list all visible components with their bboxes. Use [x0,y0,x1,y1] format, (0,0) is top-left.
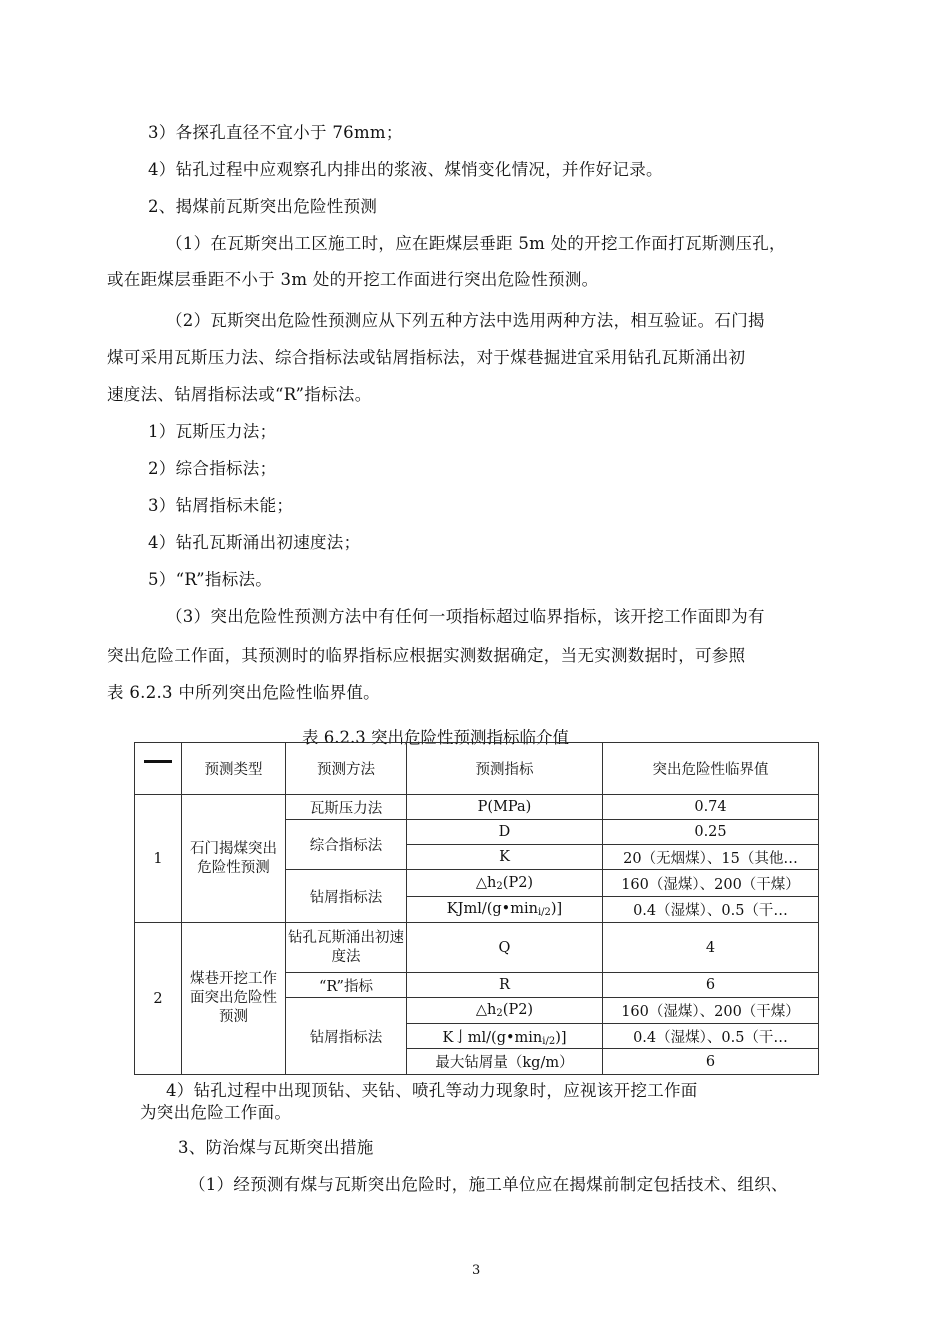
critical-value: 160（湿煤）、200（干煤） [603,870,819,897]
list-item: 5）“R”指标法。 [148,570,273,589]
paragraph-line: （3）突出危险性预测方法中有任何一项指标超过临界指标，该开挖工作面即为有 [166,607,765,626]
list-item: 2）综合指标法； [148,459,277,478]
prediction-method: “R”指标 [286,973,407,998]
index-suffix: )] [555,1029,567,1046]
paragraph-line: 或在距煤层垂距不小于 3m 处的开挖工作面进行突出危险性预测。 [107,270,599,289]
list-item: 3）钻屑指标未能； [148,496,294,515]
header-cell: 突出危险性临界值 [603,743,819,795]
prediction-index [407,998,603,1024]
index-suffix: (P2) [502,874,534,891]
prediction-index: 最大钻屑量（kg/m） [407,1049,603,1075]
critical-value: 4 [603,923,819,973]
index-main: KJml/(g•min [446,901,538,917]
prediction-index [407,870,603,897]
page-number: 3 [472,1263,481,1278]
prediction-type: 石门揭煤突出危险性预测 [182,795,286,923]
prediction-type: 煤巷开挖工作面突出危险性预测 [182,923,286,1075]
index-main: △h [475,1002,497,1018]
prediction-method: 钻屑指标法 [286,870,407,923]
prediction-index: R [407,973,603,998]
critical-value: 0.4（湿煤）、0.5（干… [603,897,819,923]
prediction-method: 钻孔瓦斯涌出初速度法 [286,923,407,973]
critical-value: 0.4（湿煤）、0.5（干… [603,1024,819,1049]
index-suffix: (P2) [502,1002,534,1018]
prediction-index-table [134,742,819,1075]
paragraph-line: （1）在瓦斯突出工区施工时，应在距煤层垂距 5m 处的开挖工作面打瓦斯测压孔， [166,234,786,253]
critical-value: 160（湿煤）、200（干煤） [603,998,819,1024]
critical-value: 6 [603,1049,819,1075]
list-item: 1）瓦斯压力法； [148,422,277,441]
prediction-index: P(MPa) [407,795,603,820]
header-cell: 预测指标 [407,743,603,795]
paragraph-line: 速度法、钻屑指标法或“R”指标法。 [107,385,372,404]
header-cell: 预测方法 [286,743,407,795]
list-item: 4）钻孔瓦斯涌出初速度法； [148,533,361,552]
prediction-index [407,1024,603,1049]
table-row [135,795,819,820]
prediction-method: 钻屑指标法 [286,998,407,1075]
table-row [135,923,819,973]
prediction-method: 综合指标法 [286,820,407,870]
critical-value: 0.74 [603,795,819,820]
paragraph-line: （1）经预测有煤与瓦斯突出危险时，施工单位应在揭煤前制定包括技术、组织、 [189,1175,788,1194]
prediction-index [407,897,603,923]
critical-value: 20（无烟煤）、15（其他… [603,845,819,870]
index-subscript: 2 [496,880,503,892]
table-header-row [135,743,819,795]
prediction-index: D [407,820,603,845]
prediction-index: Q [407,923,603,973]
section-heading: 3、防治煤与瓦斯突出措施 [178,1138,374,1157]
row-number: 2 [135,923,182,1075]
prediction-method: 瓦斯压力法 [286,795,407,820]
index-main: K亅ml/(g•min [442,1029,543,1046]
paragraph-line: 3）各探孔直径不宜小于 76mm； [148,123,403,142]
section-heading: 2、揭煤前瓦斯突出危险性预测 [148,197,378,216]
critical-value: 6 [603,973,819,998]
header-dash [135,743,182,795]
index-subscript: i/2 [537,907,551,918]
paragraph-line: 突出危险工作面，其预测时的临界指标应根据实测数据确定，当无实测数据时，可参照 [107,646,746,665]
paragraph-line: 4）钻孔过程中出现顶钻、夹钻、喷孔等动力现象时，应视该开挖工作面 [166,1081,698,1100]
paragraph-line: 煤可采用瓦斯压力法、综合指标法或钻屑指标法，对于煤巷掘进宜采用钻孔瓦斯涌出初 [107,348,746,367]
paragraph-line: （2）瓦斯突出危险性预测应从下列五种方法中选用两种方法，相互验证。石门揭 [166,311,765,330]
header-cell: 预测类型 [182,743,286,795]
index-main: △h [475,874,497,891]
index-subscript: 2 [496,1008,503,1019]
table-caption: 表 6.2.3 突出危险性预测指标临介值 [302,728,569,747]
index-suffix: )] [550,901,563,917]
paragraph-line: 4）钻孔过程中应观察孔内排出的浆液、煤悄变化情况，并作好记录。 [148,160,663,179]
row-number: 1 [135,795,182,923]
index-subscript: i/2 [542,1035,556,1047]
critical-value: 0.25 [603,820,819,845]
paragraph-line: 为突出危险工作面。 [140,1103,292,1122]
paragraph-line: 表 6.2.3 中所列突出危险性临界值。 [107,683,380,702]
prediction-index: K [407,845,603,870]
